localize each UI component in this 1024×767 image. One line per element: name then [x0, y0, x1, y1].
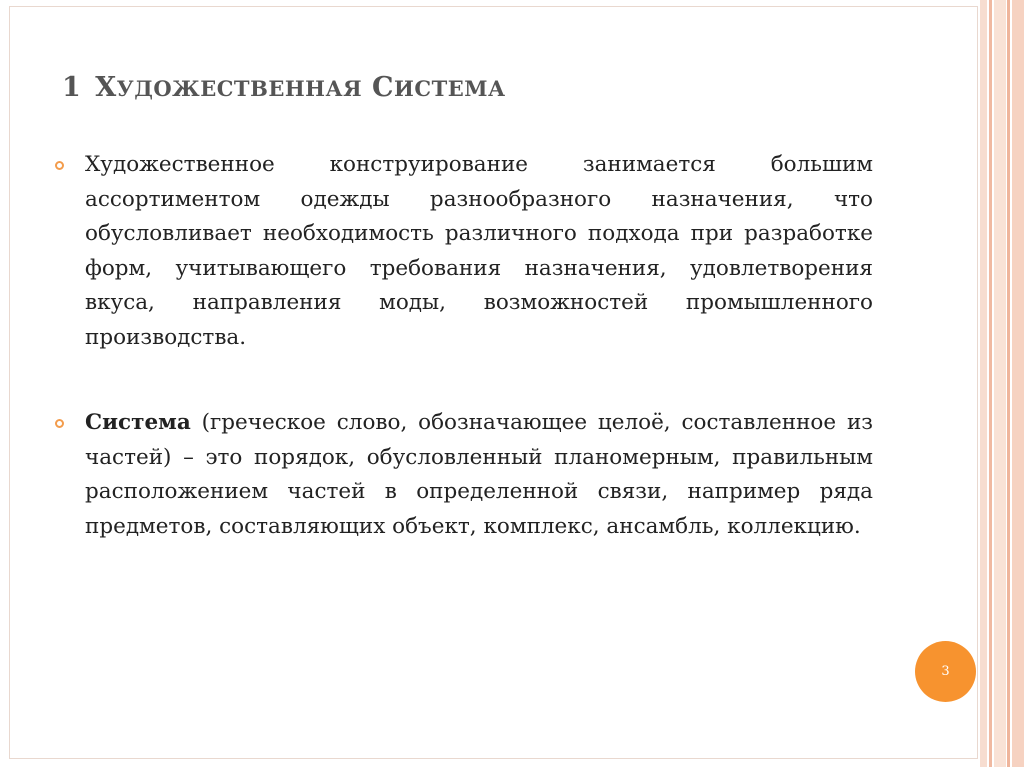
decor-stripe: [980, 0, 987, 767]
title-number: 1: [62, 72, 82, 103]
slide-title: [62, 72, 506, 103]
page-number-badge: 3: [915, 641, 976, 702]
bullet-text: Художественное конструирование занимается большим ассортиментом одежды разнообразного назначения, что обусловливает необходимость различного подхода при разработке форм, учитывающего требования назначения, удовлетворения вкуса, направления моды, возможностей промышленного производства.: [85, 152, 873, 350]
decor-stripe: [994, 0, 1006, 767]
slide-frame: [9, 6, 978, 759]
bullet-text: [85, 406, 873, 544]
decor-stripe: [1012, 0, 1024, 767]
title-word: ИСТЕМА: [394, 76, 506, 101]
title-letter: Х: [95, 72, 117, 103]
title-word: УДОЖЕСТВЕННАЯ: [116, 76, 363, 101]
decor-stripe: [1007, 0, 1010, 767]
title-letter: С: [372, 72, 395, 103]
bullet-circle-icon: [55, 161, 64, 170]
decor-stripe: [989, 0, 992, 767]
bullet-body: (греческое слово, обозначающее целоё, составленное из частей) – это порядок, обусловленный планомерным, правильным расположением частей в определенной связи, например ряда предметов, составляющих объект, комплекс, ансамбль, коллекцию.: [85, 410, 873, 539]
bullet-circle-icon: [55, 419, 64, 428]
bullet-term: Система: [85, 410, 191, 435]
